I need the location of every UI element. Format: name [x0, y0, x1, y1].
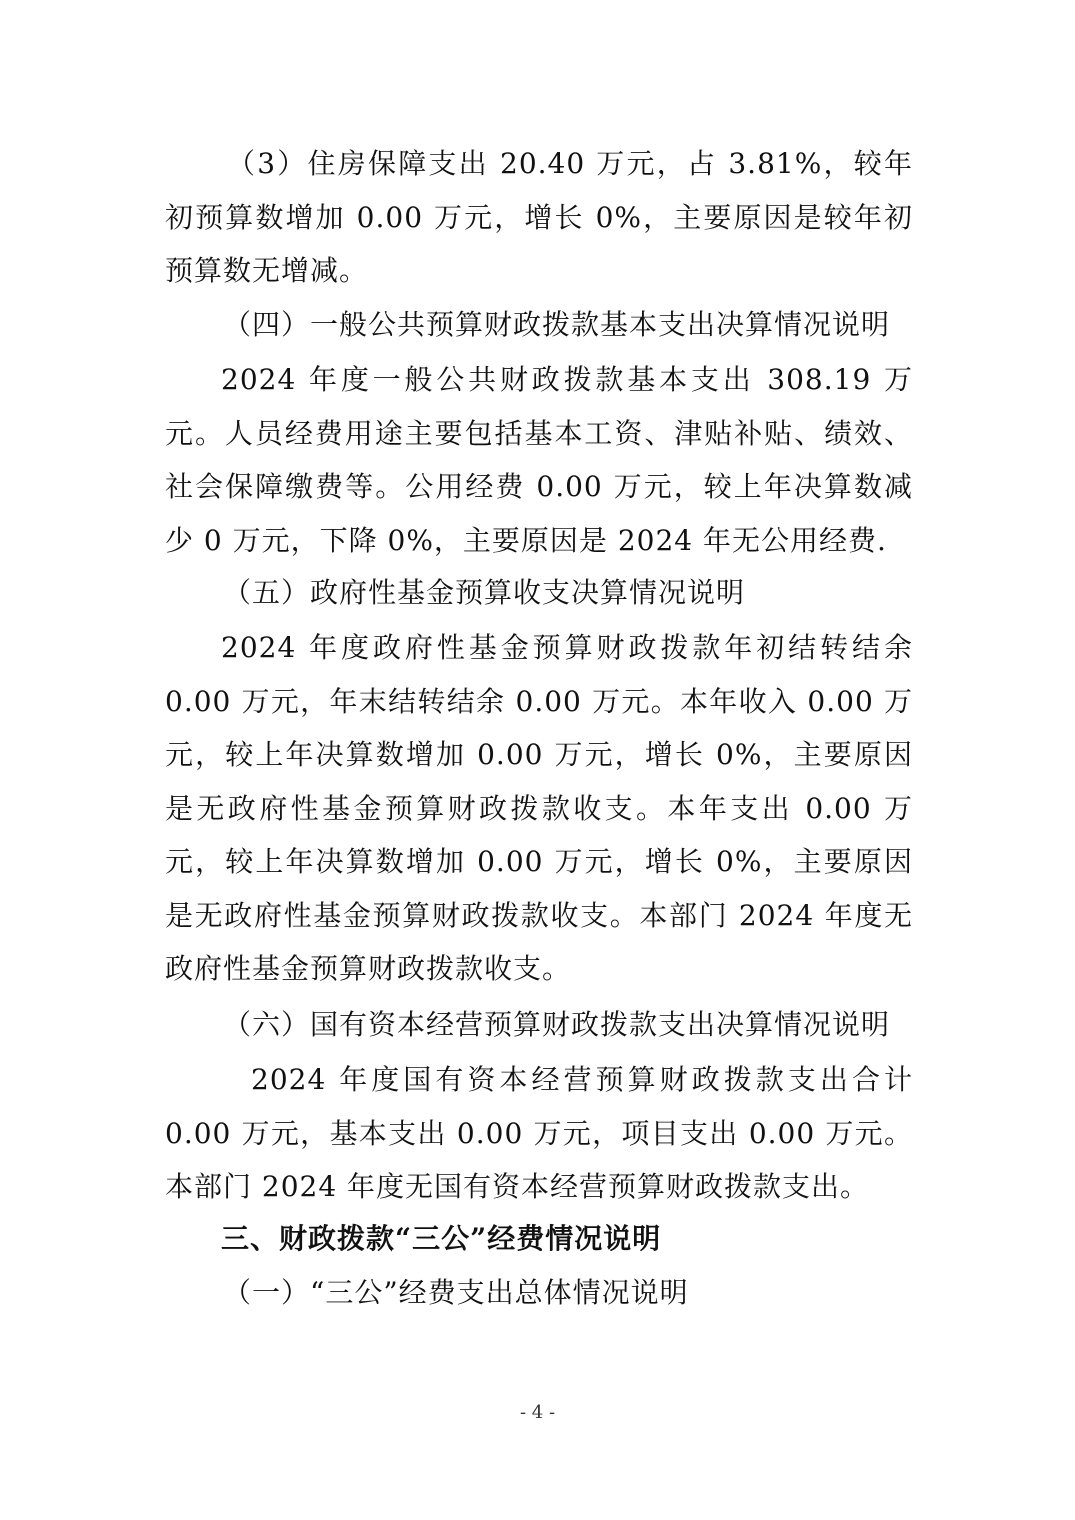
section-heading-four: （四）一般公共预算财政拨款基本支出决算情况说明	[223, 308, 891, 341]
paragraph-government-fund: 2024 年度政府性基金预算财政拨款年初结转结余 0.00 万元，年末结转结余 0.00 万元。本年收入 0.00 万元，较上年决算数增加 0.00 万元，增长 0%，主要原因是无政府性基金预算财政拨款收支。本年支出 0.00 万元，较上年决算数增加 0.00 万元，增长 0%，主要原因是无政府性基金预算财政拨款收支。本部门 2024 年度无政府性基金预算财政拨款收支。	[165, 631, 913, 985]
chapter-heading-three: 三、财政拨款“三公”经费情况说明	[221, 1222, 662, 1255]
section-heading-five: （五）政府性基金预算收支决算情况说明	[223, 576, 746, 609]
subsection-heading-three-one: （一）“三公”经费支出总体情况说明	[223, 1276, 689, 1309]
paragraph-basic-expenditure: 2024 年度一般公共财政拨款基本支出 308.19 万元。人员经费用途主要包括基本工资、津贴补贴、绩效、社会保障缴费等。公用经费 0.00 万元，较上年决算数减少 0 万元，下降 0%，主要原因是 2024 年无公用经费.	[165, 363, 913, 557]
paragraph-state-capital: 2024 年度国有资本经营预算财政拨款支出合计 0.00 万元，基本支出 0.00 万元，项目支出 0.00 万元。本部门 2024 年度无国有资本经营预算财政拨款支出。	[165, 1063, 913, 1203]
paragraph-housing-expenditure: （3）住房保障支出 20.40 万元，占 3.81%，较年初预算数增加 0.00 万元，增长 0%，主要原因是较年初预算数无增减。	[165, 147, 913, 287]
section-heading-six: （六）国有资本经营预算财政拨款支出决算情况说明	[223, 1008, 891, 1041]
page-number: - 4 -	[519, 1402, 556, 1423]
